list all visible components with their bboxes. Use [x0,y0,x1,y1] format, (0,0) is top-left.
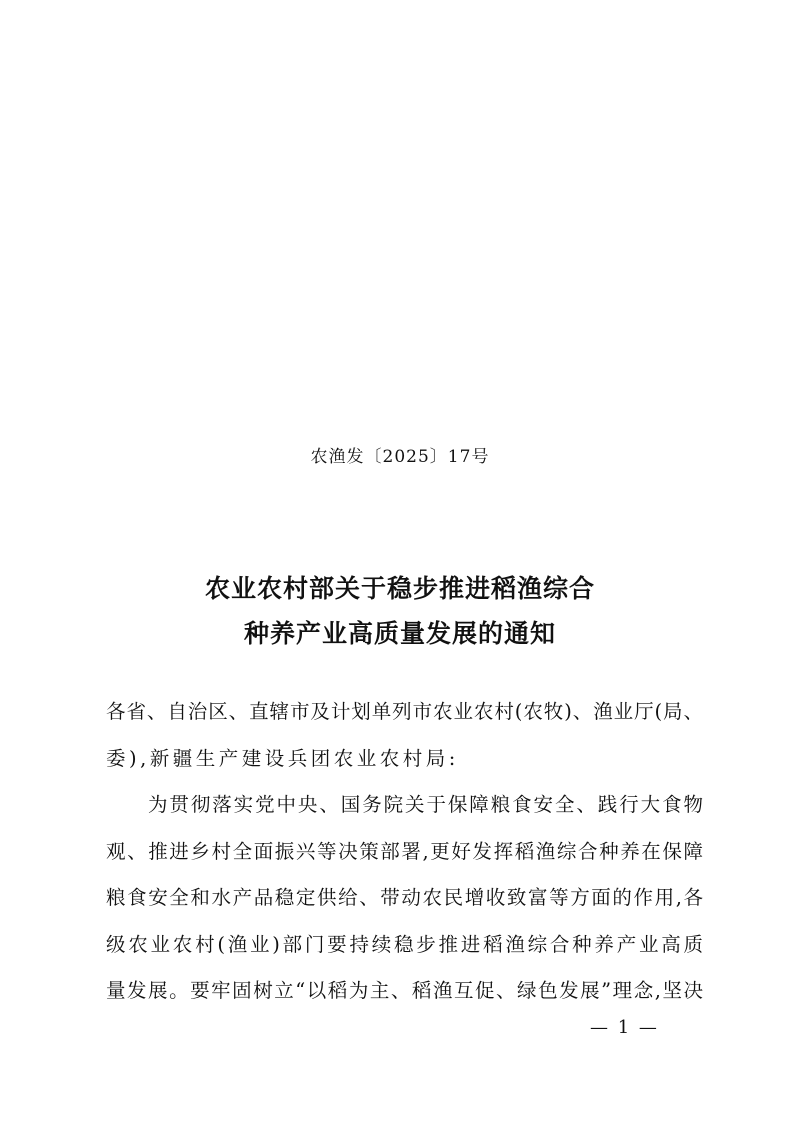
document-title-line-2: 种养产业高质量发展的通知 [243,619,556,648]
paragraph-line: 量发展。要牢固树立“以稻为主、稻渔互促、绿色发展”理念,坚决 [106,979,703,1002]
paragraph-line: 级农业农村(渔业)部门要持续稳步推进稻渔综合种养产业高质 [106,932,703,956]
paragraph-line: 为贯彻落实党中央、国务院关于保障粮食安全、践行大食物 [148,793,703,816]
addressee-line: 委),新疆生产建设兵团农业农村局: [106,746,459,770]
document-title-line-1: 农业农村部关于稳步推进稻渔综合 [204,574,595,603]
page-number: — 1 — [590,1017,659,1038]
document-body [106,697,703,1023]
addressee-line: 各省、自治区、直辖市及计划单列市农业农村(农牧)、渔业厅(局、 [106,700,703,723]
paragraph-line: 观、推进乡村全面振兴等决策部署,更好发挥稻渔综合种养在保障 [106,839,703,863]
paragraph-line: 粮食安全和水产品稳定供给、带动农民增收致富等方面的作用,各 [106,886,703,909]
document-number: 农渔发〔2025〕17号 [310,447,490,467]
